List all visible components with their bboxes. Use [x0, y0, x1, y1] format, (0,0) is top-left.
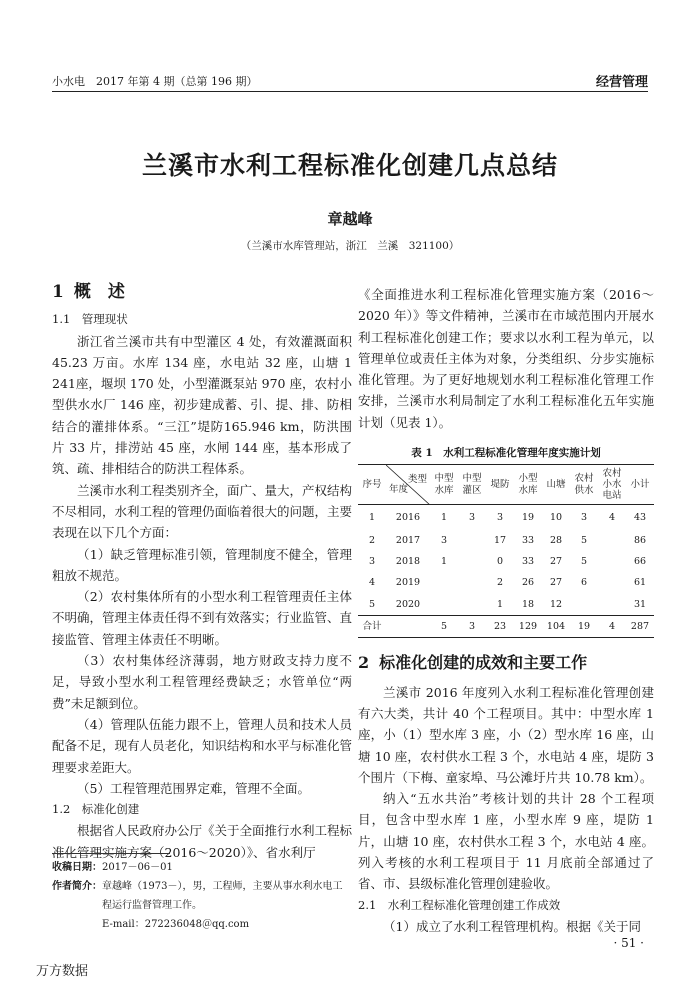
author-email: E-mail：272236048＠qq.com — [102, 919, 250, 930]
table-cell — [458, 530, 486, 551]
table-cell: 3 — [496, 511, 504, 523]
section-1-heading — [52, 282, 352, 303]
table-cell: 23 — [493, 621, 507, 633]
table-row — [358, 505, 654, 530]
table-cell: 1 — [368, 511, 376, 523]
table-cell: 0 — [496, 556, 504, 568]
table-cell: 17 — [493, 534, 507, 546]
table-row — [358, 572, 654, 593]
col-header: 小计 — [630, 479, 650, 491]
table-cell: 6 — [580, 577, 588, 589]
subsection-1-2-title: 1.2 标准化创建 — [52, 802, 140, 817]
table-cell — [430, 594, 458, 616]
table-cell: 33 — [521, 556, 535, 568]
table-header-row — [358, 465, 654, 505]
footnote — [52, 858, 352, 934]
table-cell: 3 — [440, 534, 448, 546]
page-number: · 51 · — [613, 936, 644, 950]
table-cell: 2016 — [395, 511, 421, 523]
table-cell: 12 — [549, 598, 563, 610]
table-cell: 27 — [549, 577, 563, 589]
table-total-row — [358, 616, 654, 638]
table-cell: 26 — [521, 577, 535, 589]
table-cell: 129 — [518, 621, 538, 633]
left-column — [52, 282, 352, 863]
table-cell: 1 — [440, 511, 448, 523]
watermark: 万方数据 — [36, 964, 89, 979]
paragraph: 兰溪市 2016 年度列入水利工程标准化管理创建有六大类，共计 40 个工程项目。其中：中型水库 1 座，小（1）型水库 3 座，小（2）型水库 16 座，山塘 10 座，农村供水工程 3 个，水电站 4 座，堤防 3 个围片（下梅、童家埠、马公滩圩片共 10.78 km）。 — [358, 684, 654, 785]
data-table — [358, 464, 654, 638]
table-cell: 19 — [521, 511, 535, 523]
table-cell: 5 — [440, 621, 448, 633]
table-row — [358, 594, 654, 616]
table-cell: 4 — [608, 511, 616, 523]
paragraph: 浙江省兰溪市共有中型灌区 4 处，有效灌溉面积45.23 万亩。水库 134 座，水电站 32 座，山塘 1 241座，堰坝 170 处，小型灌溉泵站 970 座，农村小型供水水厂 146 座，初步建成蓄、引、提、排、防相结合的灌排体系。“三江”堤防165.946 km，防洪围片 33 片，排涝站 45 座，水闸 144 座，基本形成了筑、疏、排相结合的防洪工程体系。 — [52, 333, 352, 477]
received-label: 收稿日期： — [52, 862, 102, 873]
table-cell — [598, 530, 626, 551]
table-cell: 86 — [633, 534, 647, 546]
received-date: 2017－06－01 — [102, 862, 173, 873]
author-bio-label: 作者简介： — [52, 881, 102, 892]
col-header: 农村 小水 电站 — [602, 468, 622, 502]
col-header: 小型 水库 — [518, 472, 538, 496]
list-item: （4）管理队伍能力跟不上，管理人员和技术人员配备不足，现有人员老化，知识结构和水平与标准化管理要求差距大。 — [52, 716, 353, 775]
table-cell: 33 — [521, 534, 535, 546]
list-item: （5）工程管理范围界定难，管理不全面。 — [77, 780, 310, 796]
table-cell: 61 — [633, 577, 647, 589]
table-cell: 3 — [368, 556, 376, 568]
col-header: 堤防 — [490, 479, 510, 491]
section-2-title: 标准化创建的成效和主要工作 — [379, 653, 588, 673]
table-cell — [598, 594, 626, 616]
table-cell: 2019 — [395, 577, 421, 589]
table-cell: 27 — [549, 556, 563, 568]
table-cell — [430, 572, 458, 593]
table-cell — [458, 572, 486, 593]
subsection-2-1-title: 2.1 水利工程标准化管理创建工作成效 — [358, 897, 561, 912]
paragraph: （1）成立了水利工程管理机构。根据《关于同 — [383, 918, 641, 934]
paragraph: 兰溪市水利工程类别齐全，面广、量大，产权结构不尽相同，水利工程的管理仍面临着很大的问题，主要表现在以下几个方面： — [52, 482, 353, 541]
table-cell — [598, 551, 626, 572]
table-cell — [458, 594, 486, 616]
table-cell: 2020 — [395, 598, 421, 610]
article-title: 兰溪市水利工程标准化创建几点总结 — [141, 151, 558, 180]
section-1-title: 概 述 — [73, 282, 125, 302]
section-label: 经营管理 — [595, 75, 648, 90]
table-cell: 104 — [546, 621, 566, 633]
table-cell — [570, 594, 598, 616]
table-cell: 10 — [549, 511, 563, 523]
table-cell: 4 — [608, 621, 616, 633]
table-cell — [598, 572, 626, 593]
table-cell: 1 — [440, 556, 448, 568]
received-date-line — [52, 858, 352, 877]
author-name: 章越峰 — [327, 210, 373, 228]
table-cell: 4 — [368, 577, 376, 589]
table-cell: 3 — [468, 621, 476, 633]
section-1-number: 1 — [52, 282, 64, 302]
paragraph: 纳入“五水共治”考核计划的共计 28 个工程项目，包含中型水库 1 座，小型水库 9 座，堤防 1 片，山塘 10 座，农村供水工程 3 个，水电站 4 座。列入考核的水利工程项目于 11 月底前全部通过了省、市、县级标准化管理创建验收。 — [358, 791, 654, 892]
table-row — [358, 551, 654, 572]
table-cell — [386, 616, 430, 638]
table-cell: 287 — [630, 621, 650, 633]
table-row — [358, 530, 654, 551]
journal-issue: 小水电 2017 年第 4 期（总第 196 期） — [52, 75, 258, 88]
paragraph: 《全面推进水利工程标准化管理实施方案（2016～2020 年）》等文件精神，兰溪市在市域范围内开展水利工程标准化创建工作；要求以水利工程为单元，以管理单位或责任主体为对象，分类组织、分步实施标准化管理。为了更好地规划水利工程标准化管理工作安排，兰溪市水利局制定了水利工程标准化五年实施计划（见表 1）。 — [358, 287, 654, 430]
table-cell: 2018 — [395, 556, 421, 568]
table-cell: 18 — [521, 598, 535, 610]
paragraph: 根据省人民政府办公厅《关于全面推行水利工程标准化管理实施方案（2016～2020）》、省水利厅 — [52, 823, 353, 860]
table-cell: 2017 — [395, 534, 421, 546]
header-rule — [52, 91, 648, 92]
list-item: （3）农村集体经济薄弱，地方财政支持力度不足，导致小型水利工程管理经费缺乏；水管单位“两费”未足额到位。 — [52, 653, 352, 711]
table-cell — [458, 551, 486, 572]
table-cell: 5 — [580, 534, 588, 546]
diag-top-label: 类型 — [407, 474, 427, 486]
table-cell: 3 — [580, 511, 588, 523]
list-item: （1）缺乏管理标准引领，管理制度不健全，管理粗放不规范。 — [52, 546, 352, 583]
table-1 — [358, 443, 654, 638]
table-cell: 合计 — [362, 621, 382, 633]
right-column — [358, 284, 654, 937]
table-cell: 2 — [496, 577, 504, 589]
table-cell: 19 — [577, 621, 591, 633]
subsection-1-1-title: 1.1 管理现状 — [52, 312, 128, 327]
table-cell: 1 — [496, 598, 504, 610]
diag-bottom-label: 年度 — [389, 484, 409, 496]
table-cell: 66 — [633, 556, 647, 568]
author-bio-line — [52, 877, 352, 915]
table-cell: 28 — [549, 534, 563, 546]
table-cell: 2 — [368, 534, 376, 546]
section-2-number: 2 — [358, 653, 370, 673]
col-header: 山塘 — [546, 479, 566, 491]
author-bio: 章越峰（1973－），男，工程师，主要从事水利水电工程运行监督管理工作。 — [102, 881, 343, 911]
col-header: 中型 灌区 — [462, 472, 482, 496]
table-cell: 43 — [633, 511, 647, 523]
col-header: 农村 供水 — [574, 472, 594, 496]
table-cell: 31 — [633, 598, 647, 610]
list-item: （2）农村集体所有的小型水利工程管理责任主体不明确，管理主体责任得不到有效落实；行业监管、直接监管、管理主体责任不明晰。 — [52, 589, 353, 647]
col-header-seq: 序号 — [362, 479, 382, 491]
section-2-heading — [358, 652, 654, 673]
footnote-rule — [52, 853, 170, 854]
table-cell: 3 — [468, 511, 476, 523]
author-affiliation: （兰溪市水库管理站，浙江 兰溪 321100） — [240, 240, 460, 252]
table-cell: 5 — [580, 556, 588, 568]
col-header: 中型 水库 — [434, 472, 454, 496]
col-header-diagonal — [386, 465, 430, 505]
table-caption: 表 1 水利工程标准化管理年度实施计划 — [411, 447, 601, 460]
table-cell: 5 — [368, 598, 376, 610]
